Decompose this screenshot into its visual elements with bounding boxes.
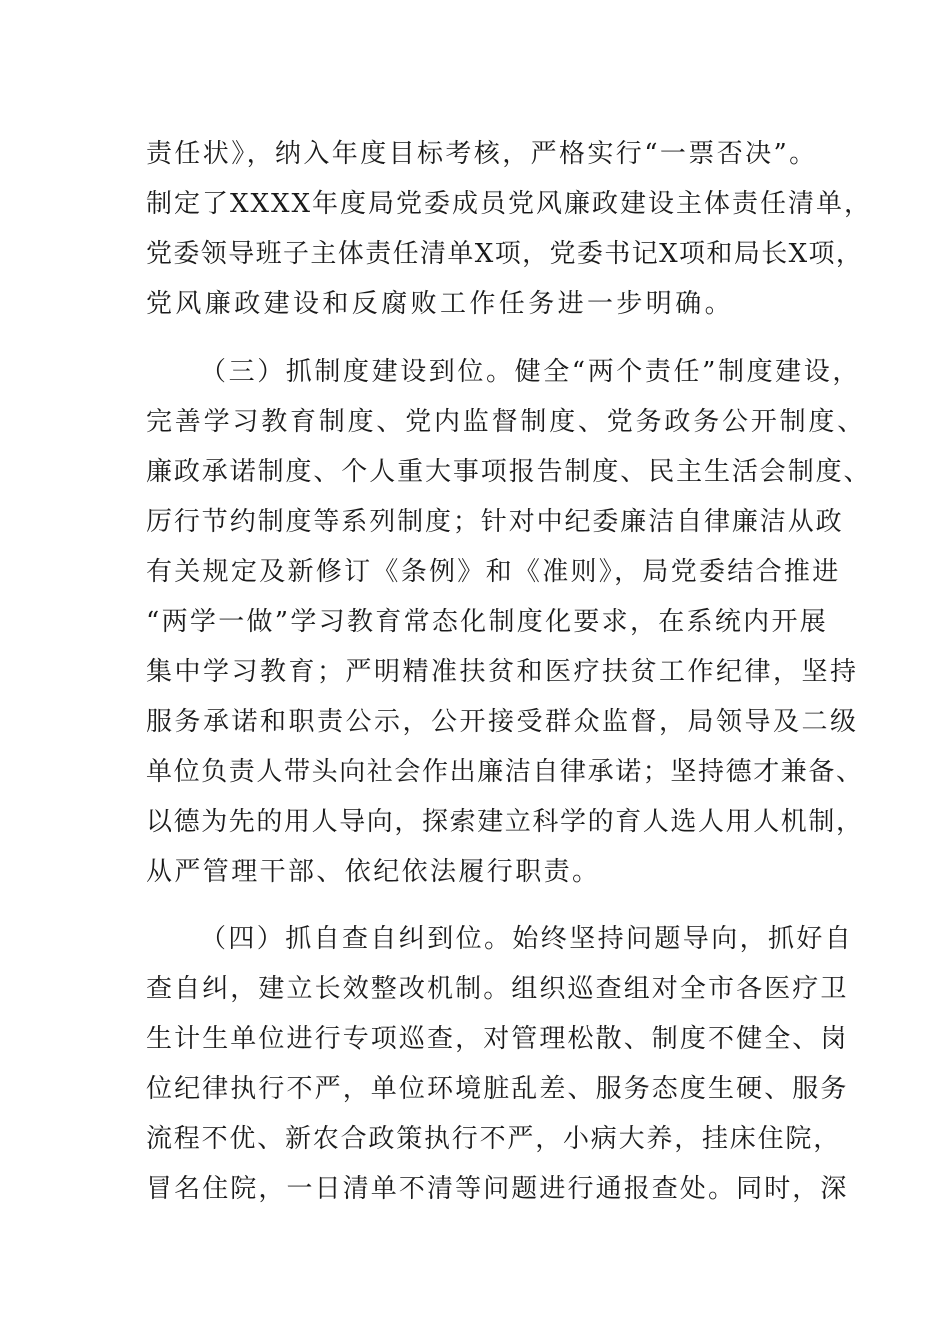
text-line: 生计生单位进行专项巡查，对管理松散、制度不健全、岗	[146, 1024, 849, 1054]
text-line: 服务承诺和职责公示，公开接受群众监督，局领导及二级	[146, 707, 859, 737]
text-line: 有关规定及新修订《条例》和《准则》，局党委结合推进	[146, 557, 841, 587]
text-line: 位纪律执行不严，单位环境脏乱差、服务态度生硬、服务	[146, 1074, 849, 1104]
text-line: 从严管理干部、依纪依法履行职责。	[146, 857, 601, 887]
text-line: 单位负责人带头向社会作出廉洁自律承诺；坚持德才兼备、	[146, 757, 864, 787]
text-line: 以德为先的用人导向，探索建立科学的育人选人用人机制，	[146, 807, 864, 837]
text-line: 集中学习教育；严明精准扶贫和医疗扶贫工作纪律，坚持	[146, 657, 859, 687]
text-line: “两学一做”学习教育常态化制度化要求，在系统内开展	[146, 607, 829, 637]
text-line: 厉行节约制度等系列制度；针对中纪委廉洁自律廉洁从政	[146, 507, 844, 537]
text-line: 廉政承诺制度、个人重大事项报告制度、民主生活会制度、	[146, 457, 872, 487]
section-heading-line: （四）抓自查自纠到位。始终坚持问题导向，抓好自	[200, 924, 854, 954]
section-heading-line: （三）抓制度建设到位。健全“两个责任”制度建设，	[200, 357, 861, 387]
text-line: 查自纠，建立长效整改机制。组织巡查组对全市各医疗卫	[146, 974, 849, 1004]
text-line: 完善学习教育制度、党内监督制度、党务政务公开制度、	[146, 407, 867, 437]
text-line: 流程不优、新农合政策执行不严，小病大养，挂床住院，	[146, 1124, 842, 1154]
text-line: 冒名住院，一日清单不清等问题进行通报查处。同时，深	[146, 1174, 849, 1204]
text-line: 制定了XXXX年度局党委成员党风廉政建设主体责任清单，	[146, 189, 873, 219]
text-line: 党风廉政建设和反腐败工作任务进一步明确。	[146, 289, 735, 319]
text-line: 党委领导班子主体责任清单X项，党委书记X项和局长X项，	[146, 239, 864, 269]
text-line: 责任状》，纳入年度目标考核，严格实行“一票否决”。	[146, 139, 818, 169]
